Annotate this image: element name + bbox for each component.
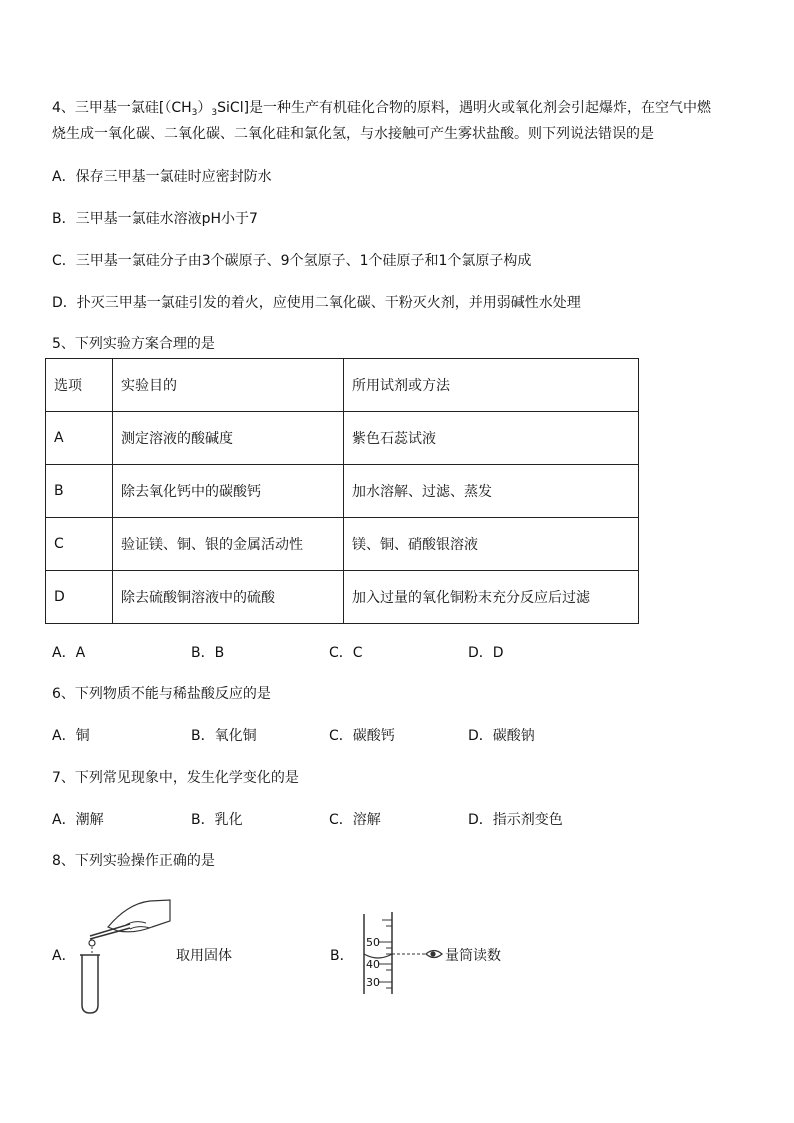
eye-icon [426,951,442,958]
table-cell: B [46,465,113,518]
table-cell: 测定溶液的酸碱度 [113,412,344,465]
table-header-cell: 选项 [46,359,113,412]
q8-stem: 8、下列实验操作正确的是 [52,853,215,869]
table-cell: 加水溶解、过滤、蒸发 [344,465,639,518]
q7-stem: 7、下列常见现象中，发生化学变化的是 [52,770,299,786]
q5-option-a: A．A [52,645,86,661]
table-cell: 紫色石蕊试液 [344,412,639,465]
q8-option-a-caption: 取用固体 [176,948,232,964]
table-row [46,571,639,624]
q5-option-d: D．D [468,645,504,661]
graduated-cylinder-illustration [356,908,452,996]
q5-option-c: C．C [329,645,363,661]
q7-option-b: B．乳化 [191,812,243,828]
q7-option-d: D．指示剂变色 [468,812,563,828]
table-cell: 验证镁、铜、银的金属活动性 [113,518,344,571]
table-row [46,465,639,518]
q4-subscript-3b: 3 [211,108,218,118]
q8-option-b-letter: B． [330,948,354,964]
q5-option-b: B．B [191,645,225,661]
q5-table-header [46,359,639,412]
q4-stem-part-a: 4、三甲基一氯硅[（CH [52,100,192,116]
q5-table [45,358,639,624]
q8-option-b-caption: 量筒读数 [445,948,501,964]
q6-option-b: B．氧化铜 [191,728,257,744]
table-row [46,518,639,571]
q7-option-c: C．溶解 [329,812,381,828]
test-tube-solid-illustration [70,895,180,1017]
table-cell: 除去硫酸铜溶液中的硫酸 [113,571,344,624]
q4-stem-line1 [52,97,711,124]
table-cell: 镁、铜、硝酸银溶液 [344,518,639,571]
q5-stem: 5、下列实验方案合理的是 [52,336,215,352]
table-cell: 除去氧化钙中的碳酸钙 [113,465,344,518]
q4-subscript-3a: 3 [191,108,198,118]
q6-option-c: C．碳酸钙 [329,728,395,744]
cylinder-tick-label: 30 [366,976,380,989]
table-row [46,412,639,465]
q6-option-d: D．碳酸钠 [468,728,535,744]
table-cell: D [46,571,113,624]
table-cell: A [46,412,113,465]
q4-stem-line2: 烧生成一氧化碳、二氧化碳、二氧化硅和氯化氢，与水接触可产生雾状盐酸。则下列说法错误的是 [52,126,654,142]
q4-option-d: D．扑灭三甲基一氯硅引发的着火，应使用二氧化碳、干粉灭火剂，并用弱碱性水处理 [52,295,581,311]
q4-option-b: B．三甲基一氯硅水溶液pH小于7 [52,211,258,227]
table-header-cell: 所用试剂或方法 [344,359,639,412]
q4-option-a: A．保存三甲基一氯硅时应密封防水 [52,169,272,185]
table-cell: 加入过量的氧化铜粉末充分反应后过滤 [344,571,639,624]
table-header-cell: 实验目的 [113,359,344,412]
table-cell: C [46,518,113,571]
q7-option-a: A．潮解 [52,812,104,828]
q4-stem-part-c: SiCl]是一种生产有机硅化合物的原料，遇明火或氧化剂会引起爆炸，在空气中燃 [217,100,712,116]
q6-stem: 6、下列物质不能与稀盐酸反应的是 [52,686,271,702]
q6-option-a: A．铜 [52,728,90,744]
cylinder-tick-label: 40 [366,958,380,971]
cylinder-tick-label: 50 [366,936,380,949]
q4-option-c: C．三甲基一氯硅分子由3个碳原子、9个氢原子、1个硅原子和1个氯原子构成 [52,253,532,269]
q8-option-a-letter: A． [52,948,76,964]
q4-stem-part-b: ） [197,100,212,116]
